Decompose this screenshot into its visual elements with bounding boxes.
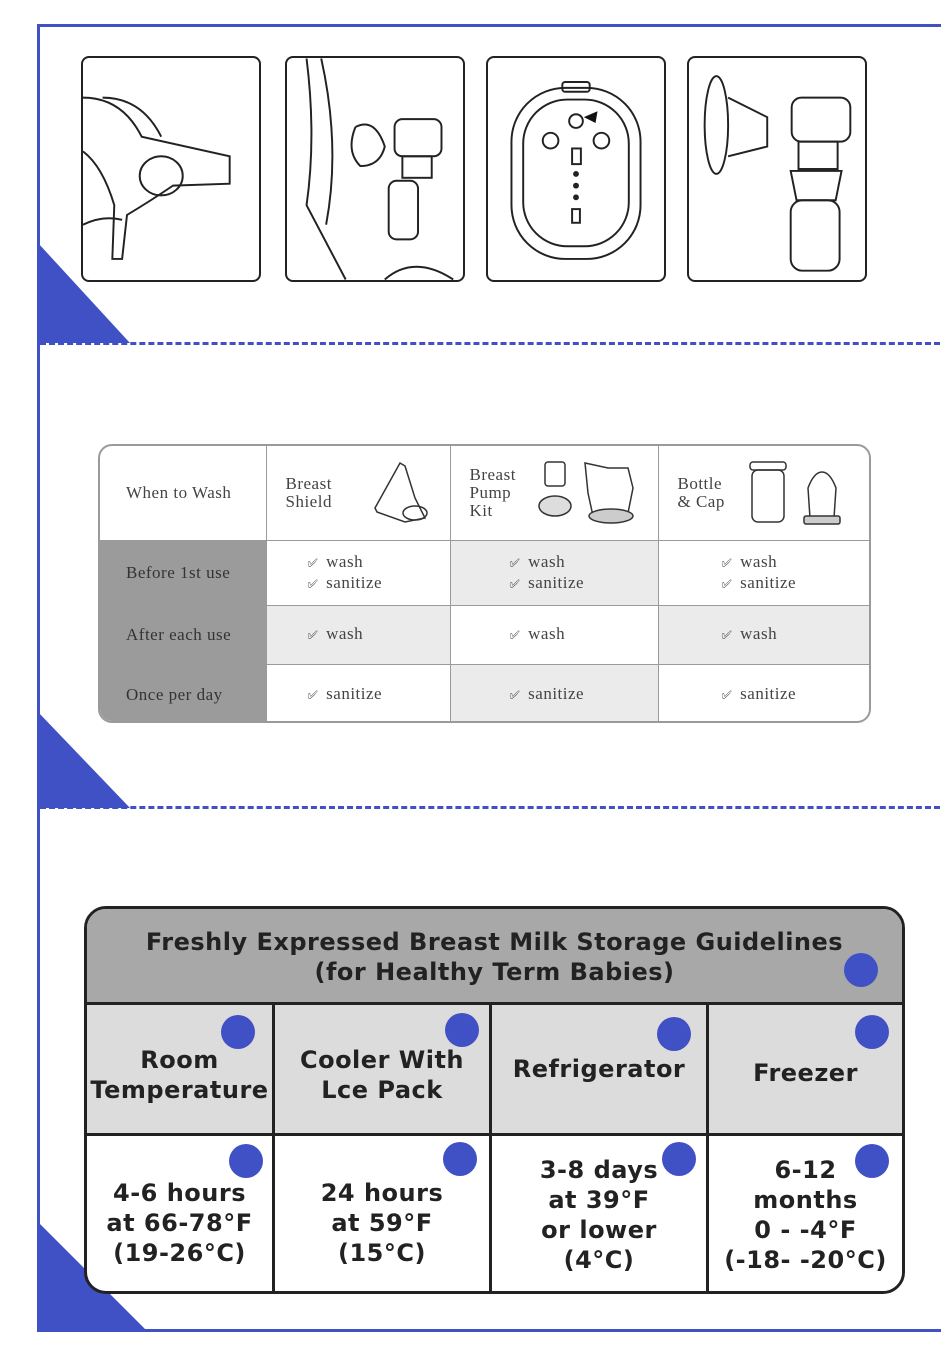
table-row xyxy=(100,540,869,605)
check-circle-icon: ✅︎ xyxy=(721,555,733,570)
check-circle-icon: ✅︎ xyxy=(307,576,319,591)
pump-kit-icon xyxy=(533,458,643,528)
assembled-pump xyxy=(687,56,867,282)
value-text: 4-6 hours xyxy=(113,1179,246,1207)
table-cell xyxy=(658,664,869,723)
table-cell xyxy=(450,605,658,664)
value-room-temperature xyxy=(87,1136,275,1294)
row-label: After each use xyxy=(100,605,266,664)
value-text: months xyxy=(753,1186,858,1214)
value-text: at 59°F xyxy=(331,1209,433,1237)
storage-values-row xyxy=(87,1136,902,1294)
storage-header-row xyxy=(87,1005,902,1136)
value-text: or lower xyxy=(541,1216,657,1244)
header-freezer xyxy=(709,1005,902,1133)
header-text: Refrigerator xyxy=(512,1055,686,1083)
header-text: Cooler With xyxy=(299,1046,465,1074)
value-text: (4°C) xyxy=(563,1246,635,1274)
marker-dot xyxy=(221,1015,255,1049)
check-circle-icon: ✅︎ xyxy=(307,688,319,703)
table-cell xyxy=(266,540,450,605)
breast-shield-icon xyxy=(365,458,435,528)
cell-text: wash xyxy=(326,551,364,571)
value-text: (19-26°C) xyxy=(113,1239,246,1267)
value-cooler xyxy=(275,1136,492,1294)
bottle-cap-icon xyxy=(744,458,854,528)
column-breast-pump-kit xyxy=(450,446,658,540)
cell-text: sanitize xyxy=(326,572,383,592)
header-refrigerator xyxy=(492,1005,709,1133)
cell-text: wash xyxy=(528,551,566,571)
value-text: (15°C) xyxy=(338,1239,426,1267)
table-cell xyxy=(450,664,658,723)
check-circle-icon: ✅︎ xyxy=(509,688,521,703)
table-header-row xyxy=(100,446,869,540)
column-label: Breast xyxy=(285,473,332,493)
header-cooler xyxy=(275,1005,492,1133)
value-text: at 39°F xyxy=(548,1186,650,1214)
table-cell xyxy=(658,605,869,664)
section-divider xyxy=(40,342,940,345)
breast-shield-diagram xyxy=(81,56,261,282)
column-bottle-cap xyxy=(658,446,869,540)
cell-text: wash xyxy=(326,624,364,643)
cell-text: sanitize xyxy=(528,684,585,704)
value-text: (-18- -20°C) xyxy=(724,1246,887,1274)
table-cell xyxy=(450,540,658,605)
cell-text: wash xyxy=(528,624,566,643)
value-text: 6-12 xyxy=(774,1156,837,1184)
check-circle-icon: ✅︎ xyxy=(721,628,733,642)
row-label: Once per day xyxy=(100,664,266,723)
value-text: 0 - -4°F xyxy=(754,1216,857,1244)
header-room-temperature xyxy=(87,1005,275,1133)
title-line: Freshly Expressed Breast Milk Storage Guidelines xyxy=(145,928,844,956)
table-cell xyxy=(658,540,869,605)
value-refrigerator xyxy=(492,1136,709,1294)
section-divider xyxy=(40,806,940,809)
header-text: Room xyxy=(140,1046,219,1074)
column-label: Pump xyxy=(469,482,512,502)
marker-dot xyxy=(657,1017,691,1051)
marker-dot xyxy=(855,1144,889,1178)
header-text: Freezer xyxy=(753,1059,858,1087)
cell-text: wash xyxy=(740,551,778,571)
value-text: 3-8 days xyxy=(539,1156,659,1184)
check-circle-icon: ✅︎ xyxy=(307,555,319,570)
when-to-wash-label: When to Wash xyxy=(100,446,266,540)
cell-text: sanitize xyxy=(326,684,383,704)
storage-title xyxy=(87,909,902,1005)
cell-text: sanitize xyxy=(740,572,797,592)
pump-control-panel xyxy=(486,56,666,282)
value-freezer xyxy=(709,1136,902,1294)
check-circle-icon: ✅︎ xyxy=(509,555,521,570)
wash-schedule-table xyxy=(98,444,871,723)
column-breast-shield xyxy=(266,446,450,540)
cell-text: wash xyxy=(740,624,778,643)
table-cell xyxy=(266,664,450,723)
check-circle-icon: ✅︎ xyxy=(307,628,319,642)
column-label: Shield xyxy=(285,491,332,511)
marker-dot xyxy=(855,1015,889,1049)
cell-text: sanitize xyxy=(740,684,797,704)
table-row xyxy=(100,605,869,664)
row-label: Before 1st use xyxy=(100,540,266,605)
column-label: Breast xyxy=(469,464,516,484)
cell-text: sanitize xyxy=(528,572,585,592)
value-text: at 66-78°F xyxy=(106,1209,253,1237)
corner-triangle xyxy=(38,712,130,808)
column-label: Kit xyxy=(469,500,493,520)
check-circle-icon: ✅︎ xyxy=(509,628,521,642)
header-text: Temperature xyxy=(90,1076,269,1104)
header-text: Lce Pack xyxy=(321,1076,443,1104)
marker-dot xyxy=(445,1013,479,1047)
marker-dot xyxy=(443,1142,477,1176)
check-circle-icon: ✅︎ xyxy=(721,688,733,703)
value-text: 24 hours xyxy=(320,1179,444,1207)
table-cell xyxy=(266,605,450,664)
table-row xyxy=(100,664,869,723)
check-circle-icon: ✅︎ xyxy=(721,576,733,591)
check-circle-icon: ✅︎ xyxy=(509,576,521,591)
column-label: Bottle xyxy=(677,473,723,493)
marker-dot xyxy=(229,1144,263,1178)
marker-dot xyxy=(844,953,878,987)
storage-guidelines-table xyxy=(84,906,905,1294)
title-line: (for Healthy Term Babies) xyxy=(314,958,675,986)
marker-dot xyxy=(662,1142,696,1176)
pumping-illustration xyxy=(285,56,465,282)
column-label: & Cap xyxy=(677,491,725,511)
